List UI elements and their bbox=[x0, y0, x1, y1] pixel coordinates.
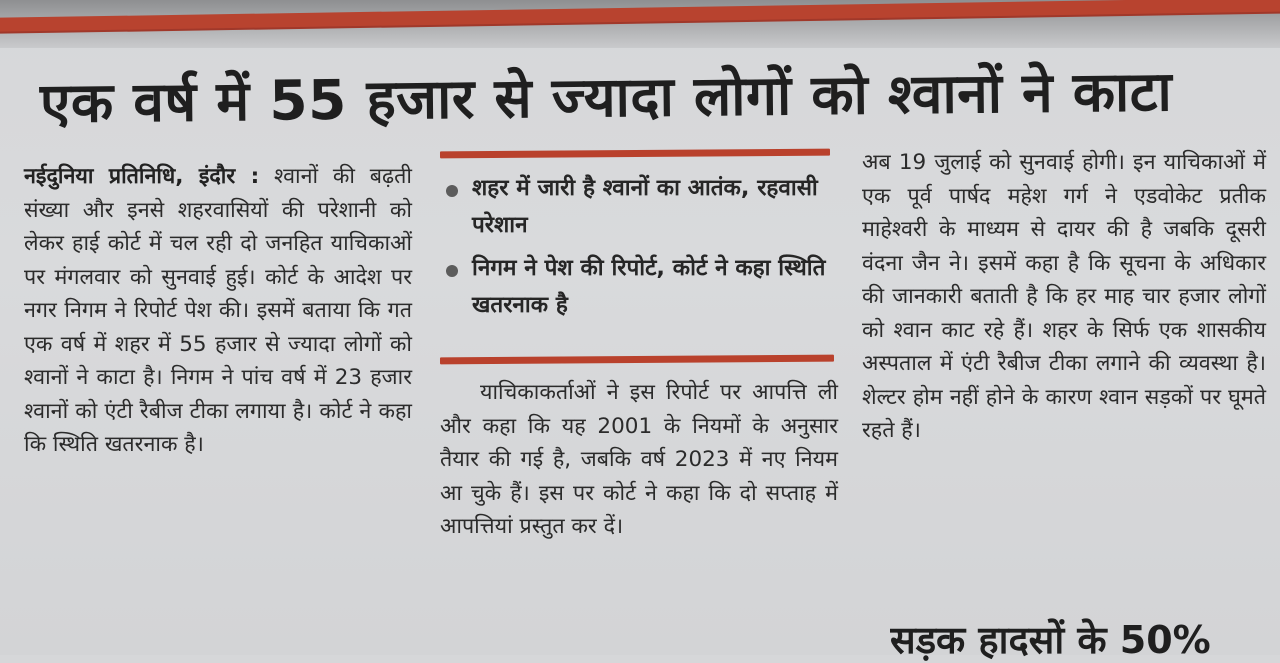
highlight-item bbox=[440, 170, 838, 244]
article-column-1 bbox=[24, 160, 412, 462]
column-2-body: याचिकाकर्ताओं ने इस रिपोर्ट पर आपत्ति ली और कहा कि यह 2001 के नियमों के अनुसार तैयार की गई है, जबकि वर्ष 2023 में नए नियम आ चुके हैं। इस पर कोर्ट ने कहा कि दो सप्ताह में आपत्तियां प्रस्तुत कर दें। bbox=[440, 380, 838, 539]
article-column-3 bbox=[862, 146, 1266, 448]
article-column-2 bbox=[440, 376, 838, 544]
highlight-text: निगम ने पेश की रिपोर्ट, कोर्ट ने कहा स्थिति खतरनाक है bbox=[472, 255, 826, 318]
highlight-text: शहर में जारी है श्वानों का आतंक, रहवासी परेशान bbox=[472, 175, 818, 238]
bullet-icon bbox=[446, 185, 458, 197]
headline: एक वर्ष में 55 हजार से ज्यादा लोगों को श्वानों ने काटा bbox=[39, 59, 1173, 135]
byline: नईदुनिया प्रतिनिधि, इंदौर : bbox=[24, 164, 260, 189]
highlight-item bbox=[440, 250, 838, 324]
next-story-headline: सड़क हादसों के 50% bbox=[890, 618, 1211, 662]
highlight-top-rule bbox=[440, 149, 830, 159]
column-1-body: श्वानों की बढ़ती संख्या और इनसे शहरवासियों की परेशानी को लेकर हाई कोर्ट में चल रही दो जनहित याचिकाओं पर मंगलवार को सुनवाई हुई। कोर्ट के आदेश पर नगर निगम ने रिपोर्ट पेश की। इसमें बताया कि गत एक वर्ष में शहर में 55 हजार से ज्यादा लोगों को श्वानों ने काटा है। निगम ने पांच वर्ष में 23 हजार श्वानों को एंटी रैबीज टीका लगाया है। कोर्ट ने कहा कि स्थिति खतरनाक है। bbox=[24, 164, 412, 457]
bullet-icon bbox=[446, 265, 458, 277]
highlight-bottom-rule bbox=[440, 355, 834, 365]
column-3-body: अब 19 जुलाई को सुनवाई होगी। इन याचिकाओं में एक पूर्व पार्षद महेश गर्ग ने एडवोकेट प्रतीक माहेश्वरी के माध्यम से दायर की है जबकि दूसरी वंदना जैन ने। इसमें कहा है कि सूचना के अधिकार की जानकारी बताती है कि हर माह चार हजार लोगों को श्वान काट रहे हैं। शहर के सिर्फ एक शासकीय अस्पताल में एंटी रैबीज टीका लगाने की व्यवस्था है। शेल्टर होम नहीं होने के कारण श्वान सड़कों पर घूमते रहते हैं। bbox=[862, 150, 1266, 443]
highlight-box bbox=[440, 170, 838, 330]
